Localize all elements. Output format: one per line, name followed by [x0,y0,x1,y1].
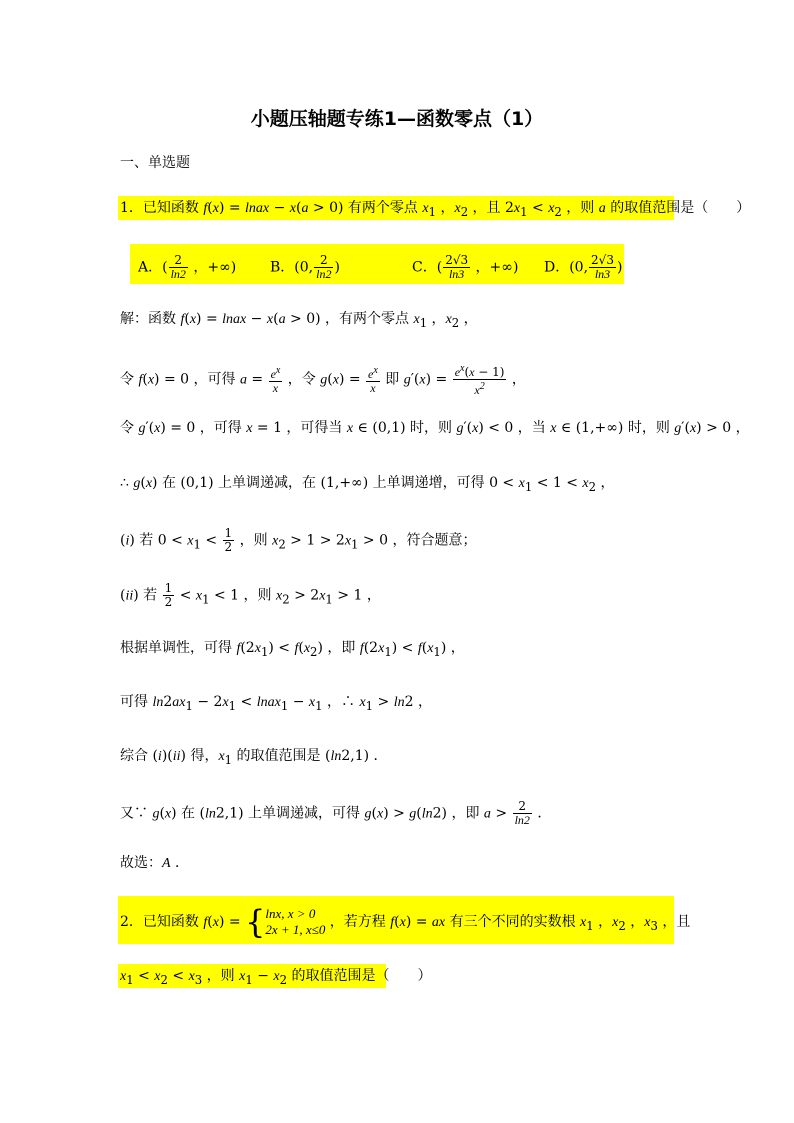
option-c[interactable]: C．( $\frac{2√3}{\ln 3}$ ，+∞) [412,253,519,281]
solution-line-1: 解：函数 f(x) = lnax − x(a > 0) ，有两个零点 $x_1$ ，$x_2$ ， [120,311,478,330]
solution-line-8: 可得 $\ln 2ax_1 - 2x_1$ < lnax$_1$ − $x_1$ ，∴ $x_1 > \ln 2$ ， [120,694,432,713]
section-heading: 一、单选题 [120,155,190,171]
option-b[interactable]: B．(0, $\frac{2}{\ln 2}$ ) [270,253,340,281]
solution-line-10: 又∵ g(x) 在 (ln2,1) 上单调递减，可得 g(x) > g(ln2) ，即 a > $\frac{2}{\ln 2}$ ． [120,799,552,827]
solution-line-11: 故选：A ． [120,855,190,871]
solution-line-3: 令 g′(x) = 0 ，可得 x = 1 ，可得当 x ∈ (0,1) 时，则 g′(x) < 0 ，当 x ∈ (1,+∞) 时，则 g′(x) > 0 ， [120,420,750,436]
solution-line-5: (i) 若 $0 < x_1$ < $\frac{1}{2}$ ，则 $x_2 > 1 > 2x_1 > 0$ ，符合题意； [120,526,477,554]
option-a[interactable]: A．( $\frac{2}{\ln 2}$ ，+∞) [138,253,237,281]
solution-line-6: (ii) 若 $\frac{1}{2}$ < $x_1 < 1$ ，则 $x_2 > 2x_1 > 1$ ， [120,581,381,609]
solution-line-7: 根据单调性，可得 $f(2x_1) < f(x_2)$ ，即 $f(2x_1) < f(x_1)$ ， [120,640,465,659]
question-2-stem-b: $x_1 < x_2 < x_3$ ，则 $x_1 - x_2$ 的取值范围是（ ） [120,968,432,987]
option-d[interactable]: D．(0, $\frac{2√3}{\ln 3}$ ) [544,253,623,281]
solution-line-4: ∴ g(x) 在 (0,1) 上单调递减，在 (1,+∞) 上单调递增，可得 $0 < x_1 < 1 < x_2$ ， [120,475,615,494]
question-1-options [130,244,624,284]
question-2-stem-a: 2．已知函数 f(x) = { lnx, x > 0 2x + 1, x≤0 ，若方程 f(x) = ax 有三个不同的实数根 $x_1$ ，$x_2$ ，$x_3$ ，且 [120,903,691,941]
solution-line-9: 综合 (i)(ii) 得，$x_1$ 的取值范围是 (ln2,1) ． [120,748,388,767]
page-title: 小题压轴题专练1—函数零点（1） [250,108,544,130]
solution-line-2: 令 f(x) = 0 ，可得 a = $\frac{e^x}{x}$ ，令 g(x) = $\frac{e^x}{x}$ 即 g′(x) = $\frac{e^x(x - 1)}{x^2}$ ， [120,363,526,397]
question-1-stem: 1．已知函数 f(x) = lnax − x(a > 0) 有两个零点 $x_1$ ，$x_2$ ，且 $2x_1 < x_2$ ，则 a 的取值范围是（ ） [120,200,751,219]
